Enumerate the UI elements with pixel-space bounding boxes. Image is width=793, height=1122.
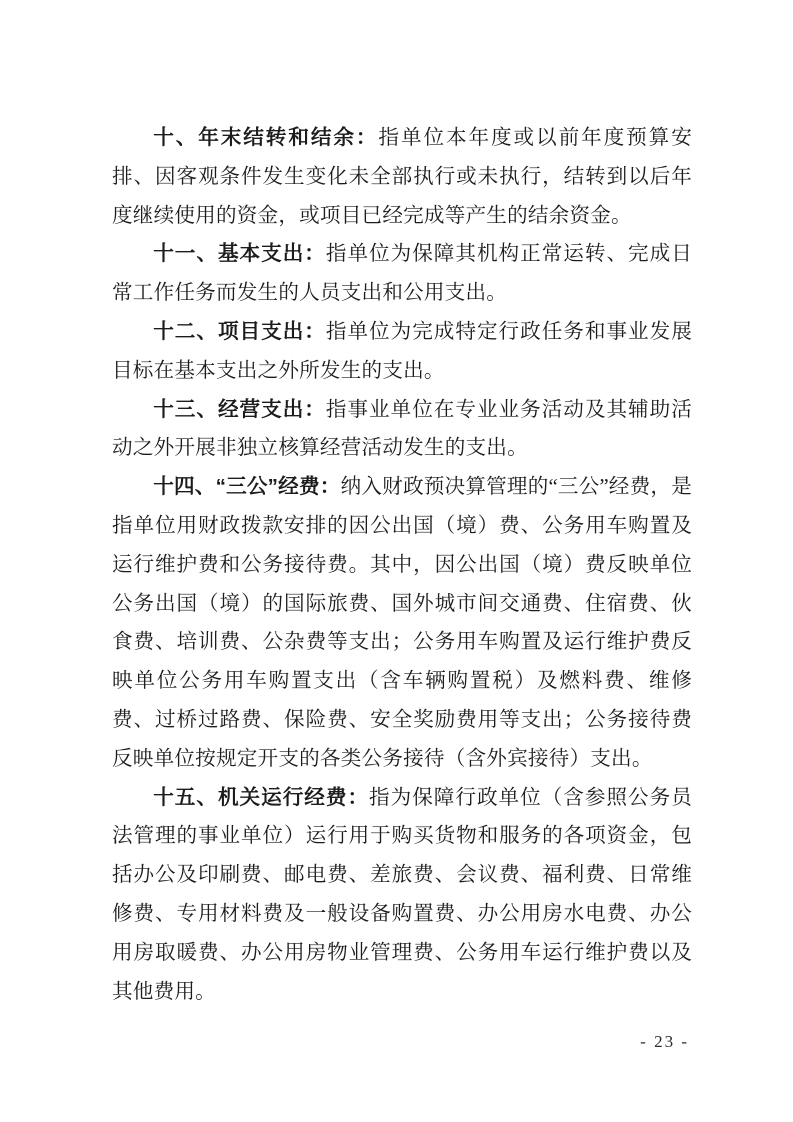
term-definition: 指单位本年度或以前年度预算安排、因客观条件发生变化未全部执行或未执行，结转到以后年度继续使用的资金，或项目已经完成等产生的结余资金。: [112, 127, 693, 227]
term-heading: 十、年末结转和结余：: [153, 126, 379, 149]
paragraph: [112, 235, 692, 313]
paragraph: [112, 119, 692, 235]
term-heading: 十五、机关运行经费：: [153, 785, 370, 809]
term-heading: 十一、基本支出：: [153, 242, 326, 266]
term-definition: 指单位为完成特定行政任务和事业发展目标在基本支出之外所发生的支出。: [112, 320, 692, 382]
paragraph: [112, 779, 692, 1012]
term-heading: 十四、“三公”经费：: [153, 475, 341, 499]
page-number: - 23 -: [640, 1032, 689, 1051]
term-heading: 十三、经营支出：: [153, 397, 326, 421]
paragraph: [112, 391, 692, 469]
term-definition: 指事业单位在专业业务活动及其辅助活动之外开展非独立核算经营活动发生的支出。: [112, 398, 692, 460]
term-definition: 指单位为保障其机构正常运转、完成日常工作任务而发生的人员支出和公用支出。: [112, 243, 692, 305]
term-definition: 指为保障行政单位（含参照公务员法管理的事业单位）运行用于购买货物和服务的各项资金，包括办公及印刷费、邮电费、差旅费、会议费、福利费、日常维修费、专用材料费及一般设备购置费、办公用房水电费、办公用房取暖费、办公用房物业管理费、公务用车运行维护费以及其他费用。: [112, 786, 693, 1003]
paragraph: [112, 313, 692, 391]
term-definition: 纳入财政预决算管理的“三公”经费，是指单位用财政拨款安排的因公出国（境）费、公务用车购置及运行维护费和公务接待费。其中，因公出国（境）费反映单位公务出国（境）的国际旅费、国外城市间交通费、住宿费、伙食费、培训费、公杂费等支出；公务用车购置及运行维护费反映单位公务用车购置支出（含车辆购置税）及燃料费、维修费、过桥过路费、保险费、安全奖励费用等支出；公务接待费反映单位按规定开支的各类公务接待（含外宾接待）支出。: [112, 476, 692, 770]
document-body: [112, 119, 692, 1011]
term-heading: 十二、项目支出：: [153, 319, 326, 343]
paragraph: [112, 468, 692, 778]
